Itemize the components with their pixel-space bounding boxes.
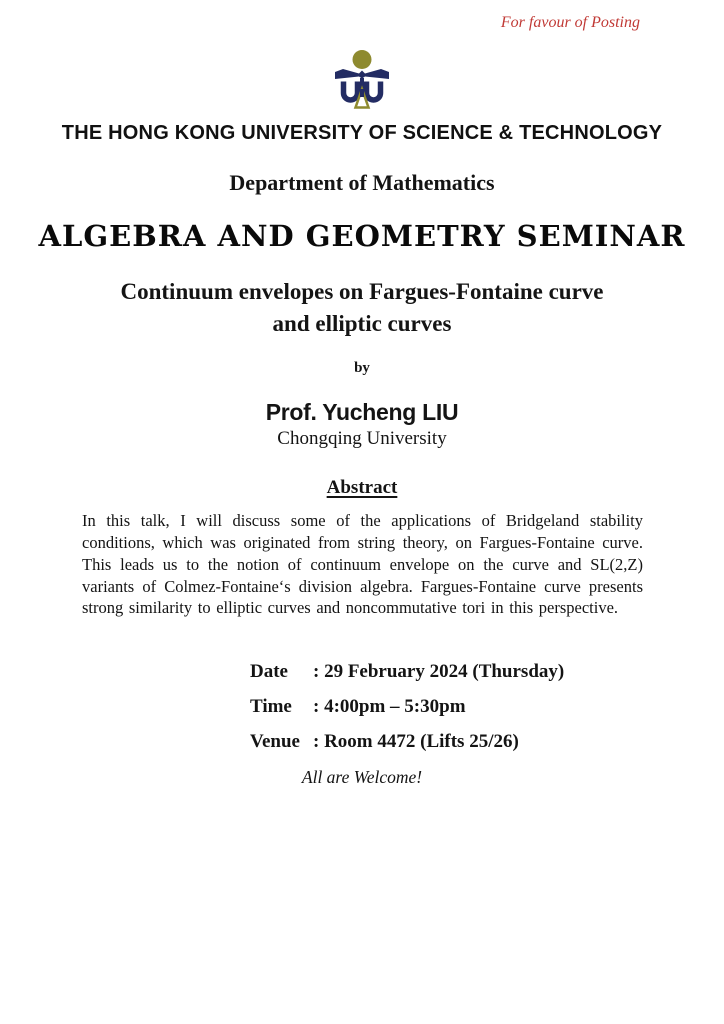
speaker-affiliation: Chongqing University xyxy=(277,428,447,450)
date-value: : 29 February 2024 (Thursday) xyxy=(313,660,565,682)
talk-title-line1: Continuum envelopes on Fargues-Fontaine curve xyxy=(120,279,604,304)
talk-title xyxy=(0,276,724,339)
hkust-logo-icon xyxy=(333,100,391,117)
detail-row-date xyxy=(250,661,724,683)
venue-value: : Room 4472 (Lifts 25/26) xyxy=(313,730,519,752)
time-label: Time xyxy=(250,695,292,717)
speaker-name: Prof. Yucheng LIU xyxy=(265,399,459,426)
university-name: THE HONG KONG UNIVERSITY OF SCIENCE & TECHNOLOGY xyxy=(61,122,663,144)
venue-label: Venue xyxy=(250,730,300,752)
posting-note: For favour of Posting xyxy=(500,14,640,31)
logo-container xyxy=(0,49,724,113)
abstract-body: In this talk, I will discuss some of the applications of Bridgeland stability conditions, which was originated from string theory, on Fargues-Fontaine curve. This leads us to the notion of continuum envelope on the curve and SL(2,Z) variants of Colmez-Fontaine‘s division algebra. Fargues-Fontaine curve presents strong similarity to elliptic curves and noncommutative tori in this perspective. xyxy=(82,511,643,618)
welcome-note: All are Welcome! xyxy=(301,766,423,787)
by-label: by xyxy=(354,360,370,377)
time-value: : 4:00pm – 5:30pm xyxy=(313,695,466,717)
detail-row-venue xyxy=(250,731,724,753)
department-name: Department of Mathematics xyxy=(229,170,495,195)
seminar-series-title: ALGEBRA AND GEOMETRY SEMINAR xyxy=(38,219,686,253)
date-label: Date xyxy=(250,660,288,682)
talk-title-line2: and elliptic curves xyxy=(272,310,452,336)
abstract-heading: Abstract xyxy=(326,477,398,499)
event-details xyxy=(250,661,724,753)
detail-row-time xyxy=(250,696,724,718)
